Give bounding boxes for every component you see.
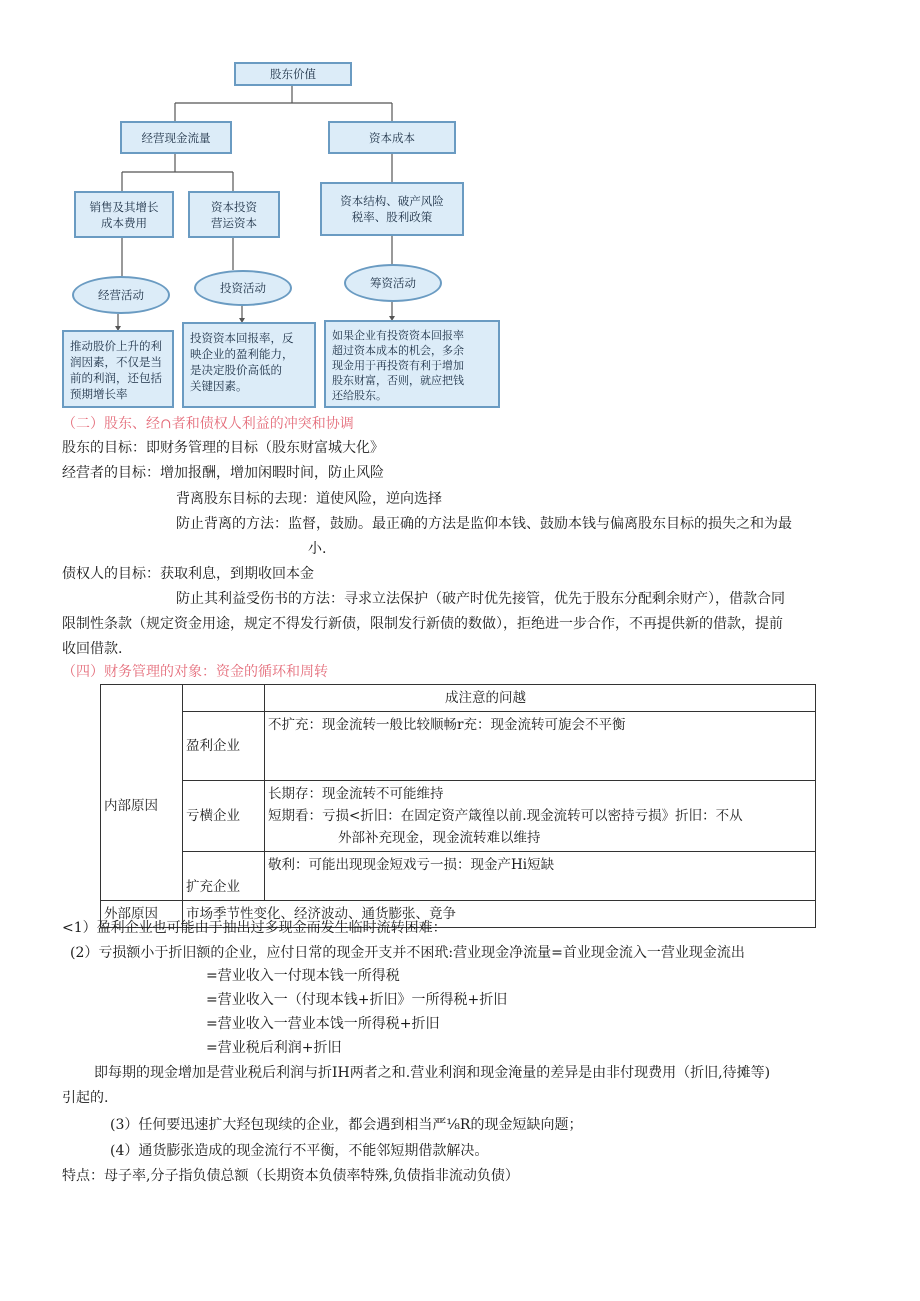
node-line: 成本费用 (101, 215, 147, 230)
note-line: 超过资本成本的机会，多余 (332, 344, 464, 357)
cell-line: 外部补充现金，现金流转难以维持 (338, 830, 541, 846)
feature-line: 特点：母子率,分子指负债总额（长期资本负债率特殊,负债指非流动负债） (62, 1168, 519, 1184)
oval-operating-activities: 经营活动 (72, 276, 170, 314)
note-line: 投资资本回报率，反 (190, 331, 294, 345)
note-operating (62, 330, 174, 408)
note-3: (3）任何要迅速扩大羟包现续的企业，都会遇到相当严⅛R的现金短缺向题； (110, 1117, 583, 1133)
note-line: 是决定股价高低的 (190, 363, 282, 377)
note-financing (324, 320, 500, 408)
deviation-manifestation: 背离股东目标的去现：道使风险，逆向选择 (176, 491, 442, 507)
creditor-protection: 防止其利益受伤书的方法：寻求立法保护（破产时优先接管，优先于股东分配剩余财产），借款合同 (176, 591, 785, 607)
cash-flow-problems-table (100, 684, 816, 928)
node-operating-cash-flow: 经营现金流量 (120, 121, 232, 154)
table-row (101, 852, 816, 901)
table-cell (183, 685, 265, 712)
cell-line: 长期存：现金流转不可能维持 (268, 786, 444, 802)
shareholder-value-diagram (0, 0, 920, 420)
prevention-method: 防止背离的方法：监督，鼓励。最正确的方法是监仰本钱、鼓励本钱与偏离股东目标的损失之和为最 (176, 516, 792, 532)
external-reason-label: 外部原因 (101, 901, 183, 928)
section4-heading: （四）财务管理的对象：资金的循环和周转 (62, 664, 328, 680)
table-header: 成注意的问越 (265, 685, 816, 712)
node-line: 税率、股利政策 (351, 210, 433, 224)
note-line: 润因素，不仅是当 (70, 355, 162, 369)
note-4: (4）通货膨张造成的现金流行不平衡，不能邻短期借款解决。 (110, 1143, 489, 1159)
formula-line-4: =营业税后利润+折旧 (206, 1040, 342, 1056)
oval-financing-activities: 筹资活动 (344, 264, 442, 302)
row-type-profitable: 盈利企业 (183, 712, 265, 781)
row-content-profitable (265, 712, 816, 781)
note-2: (2）亏损额小于折旧额的企业，应付日常的现金开支并不困玳:营业现金净流量=首业现金流入一营业现金流出 (70, 945, 745, 961)
node-capital-investment-working-capital (188, 191, 280, 238)
cell-line: 不扩充：现金流转一般比较顺畅r充：现金流转可旎会不平衡 (268, 717, 626, 733)
oval-investing-activities: 投资活动 (194, 270, 292, 306)
manager-goal: 经营者的目标：增加报酬，增加闲暇时间，防止风险 (62, 465, 384, 481)
table-row (101, 781, 816, 852)
external-reason-content: 市场季节性变化、经济波动、通货膨张、竟争 (183, 901, 816, 928)
table-cell (101, 685, 183, 712)
node-capital-structure-policy (320, 182, 464, 236)
note-line: 前的利润，还包括 (70, 371, 162, 385)
explanation-cont: 引起的. (62, 1090, 109, 1106)
formula-line-2: =营业收入一（付现本钱+折旧》一所得税+折旧 (206, 992, 508, 1008)
creditor-goal: 债权人的目标：获取利息，到期收回本金 (62, 566, 314, 582)
note-line: 预期增长率 (70, 387, 128, 401)
root-node-shareholder-value: 股东价值 (234, 62, 352, 86)
formula-line-1: =营业收入一付现本钱一所得税 (206, 968, 400, 984)
table-row (101, 685, 816, 712)
note-line: 股东财富，否则，就应把钱 (332, 374, 464, 387)
row-content-loss (265, 781, 816, 852)
node-line: 销售及其增长 (89, 199, 159, 214)
note-line: 现金用于再投资有利于增加 (332, 359, 464, 372)
node-cost-of-capital: 资本成本 (328, 121, 456, 154)
creditor-protection-end: 收回借款. (62, 641, 123, 657)
internal-reason-label: 内部原因 (101, 712, 183, 901)
shareholder-goal: 股东的目标：即财务管理的目标（股东财富城大化》 (62, 440, 384, 456)
cell-line: 短期看：亏损<折旧：在固定资产箴徨以前.现金流转可以密持亏损》折旧：不从 (268, 808, 743, 824)
prevention-method-cont: 小. (308, 541, 327, 557)
row-content-expanding (265, 852, 816, 901)
node-line: 资本结构、破产风险 (340, 194, 444, 208)
section2-heading: （二）股东、经∩者和债权人利益的冲突和协调 (62, 416, 354, 432)
cell-line: 敬利：可能出现现金短戏亏一损：现金产Hi短缺 (268, 857, 555, 873)
note-line: 推动股价上升的利 (70, 339, 162, 353)
row-type-loss: 亏横企业 (183, 781, 265, 852)
node-sales-growth-costs (74, 191, 174, 238)
row-type-expanding: 扩充企业 (183, 852, 265, 901)
explanation: 即每期的现金增加是营业税后利润与折IH两者之和.营业利润和现金淹量的差异是由非付现费用（折旧,待摊等) (94, 1065, 771, 1081)
note-1: <1）盈利企业也可能由于抽出过多现金而发生临时流转困难： (62, 920, 447, 936)
node-line: 营运资本 (211, 215, 257, 230)
node-line: 资本投资 (211, 199, 257, 214)
creditor-protection-cont: 限制性条款（规定资金用途，规定不得发行新债，限制发行新债的数做），拒绝进一步合作，不再提供新的借款，提前 (62, 616, 783, 632)
note-line: 关键因素。 (190, 379, 248, 393)
note-line: 映企业的盈利能力， (190, 347, 294, 361)
note-line: 还给股东。 (332, 389, 387, 402)
formula-line-3: =营业收入一营业本饯一所得税+折旧 (206, 1016, 440, 1032)
note-line: 如果企业有投资资本回报率 (332, 329, 464, 342)
note-investing (182, 322, 316, 408)
table-row (101, 712, 816, 781)
